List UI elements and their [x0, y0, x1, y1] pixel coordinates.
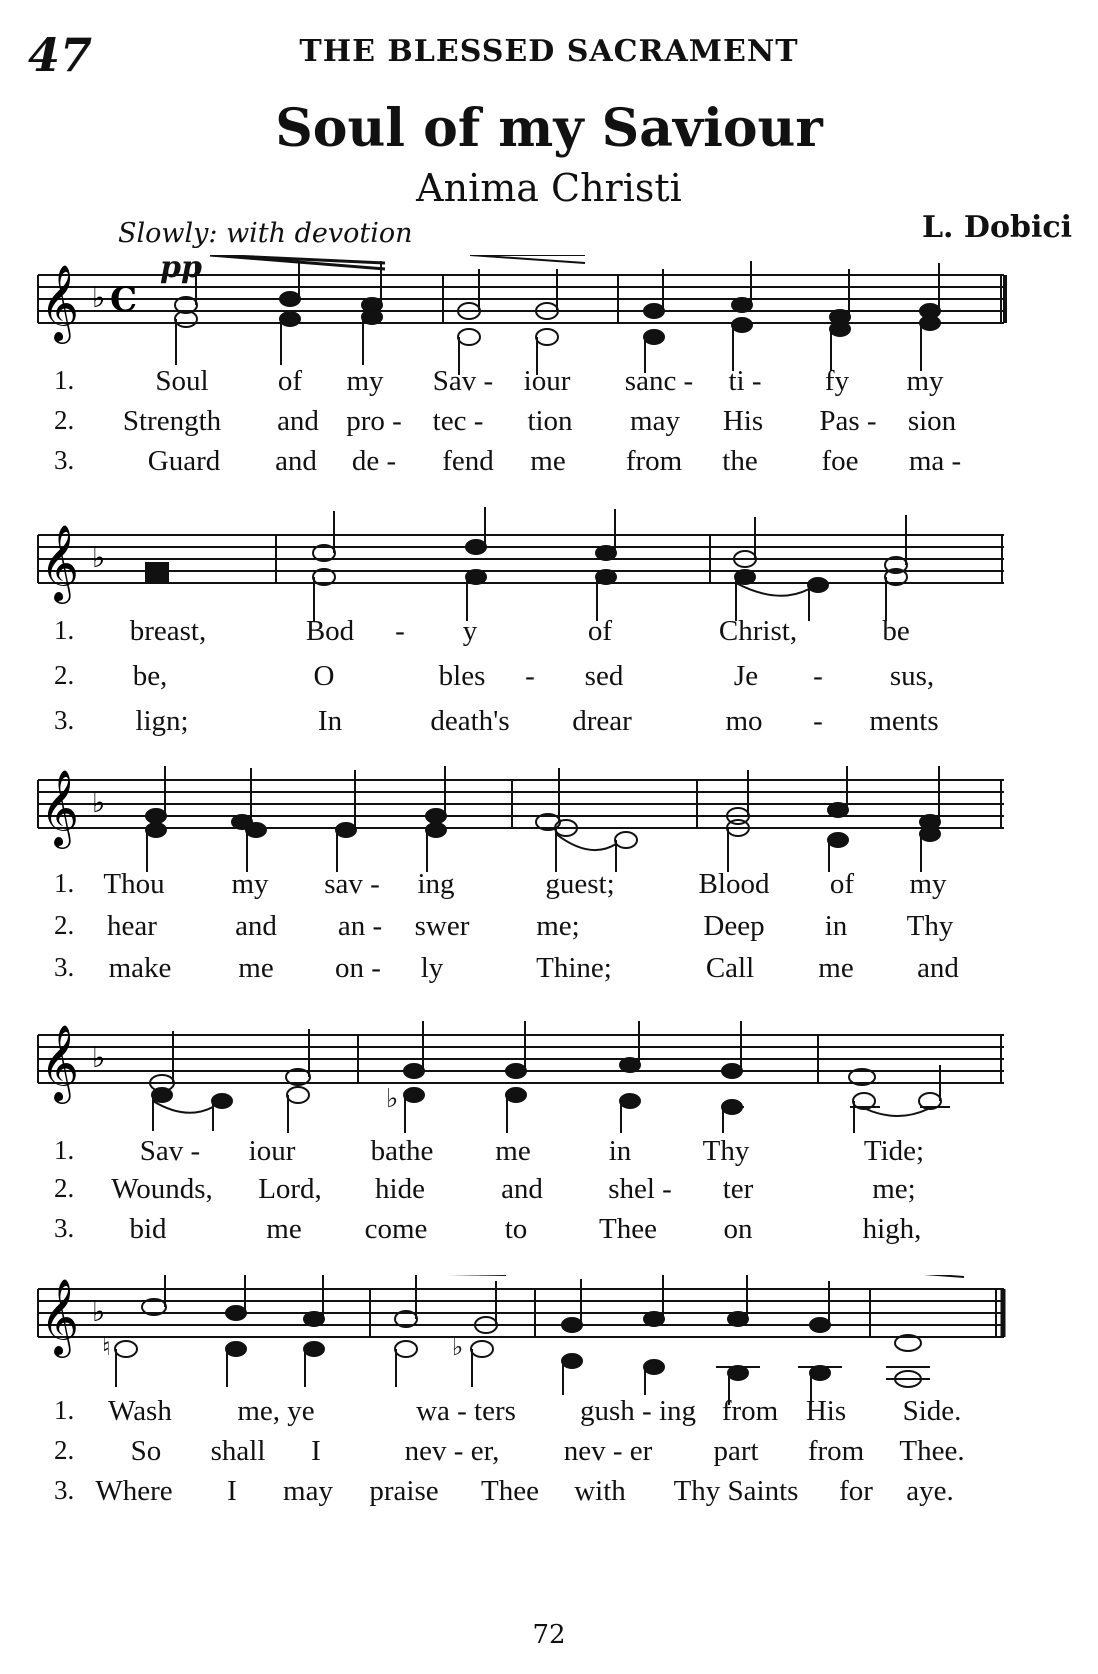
lyric-syllable: Thy — [702, 1135, 750, 1167]
lyric-syllable: of — [829, 868, 855, 900]
lyric-syllable: sus, — [889, 660, 935, 692]
lyric-syllable: me — [238, 952, 274, 984]
svg-text:♭: ♭ — [386, 1084, 399, 1114]
lyric-syllable: Blood — [698, 868, 770, 900]
lyric-syllable: Wounds, — [111, 1173, 213, 1205]
svg-text:♭: ♭ — [92, 786, 106, 819]
lyric-syllable: ti - — [728, 365, 762, 397]
hymn-title: Soul of my Saviour — [275, 98, 823, 159]
lyric-syllable: Thy — [906, 910, 954, 942]
lyric-syllable: hear — [107, 910, 157, 942]
lyric-syllable: and — [275, 445, 317, 477]
lyric-syllable: hide — [375, 1173, 425, 1205]
lyric-syllable: Wash — [108, 1395, 172, 1427]
lyric-syllable: Thee — [599, 1213, 657, 1245]
lyric-syllable: in — [824, 910, 848, 942]
lyric-syllable: and — [277, 405, 319, 437]
lyric-syllable: nev - er — [563, 1435, 653, 1467]
verse-number: 1. — [54, 365, 75, 395]
lyric-syllable: shall — [210, 1435, 266, 1467]
lyric-syllable: Bod — [305, 615, 355, 647]
treble-clef-icon: 𝄞 — [40, 1278, 80, 1355]
lyric-syllable: wa - ters — [416, 1395, 516, 1427]
svg-text:C: C — [110, 280, 138, 320]
lyric-syllable: death's — [430, 705, 510, 737]
lyric-syllable: - — [813, 705, 823, 737]
lyric-syllable: Lord, — [258, 1173, 322, 1205]
lyric-syllable: His — [722, 405, 764, 437]
lyric-syllable: Je — [733, 660, 759, 692]
lyric-syllable: guest; — [545, 868, 615, 900]
lyric-syllable: mo — [725, 705, 763, 737]
lyric-syllable: - — [813, 660, 823, 692]
lyric-syllable: with — [574, 1475, 626, 1507]
lyric-syllable: Tide; — [863, 1135, 925, 1167]
lyric-syllable: part — [713, 1435, 759, 1467]
svg-text:♭: ♭ — [92, 1295, 106, 1328]
verse-number: 3. — [54, 705, 75, 735]
lyric-syllable: ma - — [908, 445, 962, 477]
lyric-syllable: of — [587, 615, 613, 647]
lyric-syllable: Deep — [703, 910, 765, 942]
lyric-syllable: an - — [337, 910, 383, 942]
lyric-syllable: fend — [442, 445, 494, 477]
lyric-syllable: sanc - — [624, 365, 694, 397]
lyric-syllable: gush - ing — [580, 1395, 696, 1427]
verse-number: 2. — [54, 1435, 75, 1465]
lyric-syllable: breast, — [129, 615, 207, 647]
lyric-syllable: from — [721, 1395, 779, 1427]
lyric-syllable: sed — [584, 660, 624, 692]
verse-number: 2. — [54, 660, 75, 690]
lyric-syllable: Thou — [103, 868, 165, 900]
svg-text:♭: ♭ — [92, 1041, 106, 1074]
lyric-syllable: y — [462, 615, 478, 647]
lyric-syllable: bles — [438, 660, 486, 692]
lyric-syllable: Thy Saints — [673, 1475, 799, 1507]
verse-number: 3. — [54, 1475, 75, 1505]
verse-number: 1. — [54, 868, 75, 898]
page-number: 72 — [532, 1620, 566, 1650]
lyric-syllable: tec - — [432, 405, 484, 437]
lyric-syllable: Thee — [481, 1475, 539, 1507]
verse-number: 3. — [54, 1213, 75, 1243]
lyric-syllable: for — [839, 1475, 873, 1507]
lyric-syllable: may — [630, 405, 680, 437]
lyric-syllable: be, — [132, 660, 168, 692]
lyric-syllable: come — [364, 1213, 428, 1245]
treble-clef-icon: 𝄞 — [40, 1024, 80, 1101]
music-system-2 — [0, 505, 1098, 745]
lyric-syllable: Call — [705, 952, 755, 984]
verse-number: 2. — [54, 910, 75, 940]
lyric-syllable: - — [525, 660, 535, 692]
lyric-syllable: O — [313, 660, 335, 692]
lyric-syllable: my — [231, 868, 269, 900]
music-system-3 — [0, 760, 1098, 1000]
lyric-syllable: I — [311, 1435, 321, 1467]
lyric-syllable: me — [818, 952, 854, 984]
lyric-syllable: I — [227, 1475, 237, 1507]
lyric-syllable: me — [495, 1135, 531, 1167]
lyric-syllable: drear — [572, 705, 632, 737]
lyric-syllable: Sav - — [432, 365, 494, 397]
music-system-5 — [0, 1275, 1098, 1545]
lyric-syllable: ing — [417, 868, 455, 900]
lyric-syllable: Pas - — [819, 405, 877, 437]
lyric-syllable: iour — [248, 1135, 296, 1167]
lyric-syllable: me, ye — [237, 1395, 315, 1427]
lyric-syllable: Christ, — [718, 615, 798, 647]
lyric-syllable: shel - — [608, 1173, 672, 1205]
lyric-syllable: sav - — [324, 868, 380, 900]
lyric-syllable: swer — [414, 910, 470, 942]
lyric-syllable: me; — [536, 910, 580, 942]
lyric-syllable: high, — [862, 1213, 922, 1245]
section-heading: THE BLESSED SACRAMENT — [299, 34, 799, 69]
lyric-syllable: de - — [351, 445, 397, 477]
lyric-syllable: Side. — [902, 1395, 962, 1427]
svg-text:♭: ♭ — [92, 541, 106, 574]
staff-4 — [0, 1015, 1098, 1145]
lyric-syllable: on - — [335, 952, 381, 984]
verse-number: 1. — [54, 1395, 75, 1425]
lyric-syllable: to — [504, 1213, 528, 1245]
lyric-syllable: my — [346, 365, 384, 397]
verse-number: 2. — [54, 1173, 75, 1203]
verse-number: 3. — [54, 952, 75, 982]
treble-clef-icon: 𝄞 — [40, 524, 80, 601]
lyric-syllable: Thee. — [899, 1435, 965, 1467]
svg-text:♮: ♮ — [102, 1333, 111, 1361]
lyric-syllable: on — [723, 1213, 753, 1245]
music-system-1 — [0, 255, 1098, 475]
lyric-syllable: from — [807, 1435, 865, 1467]
lyric-syllable: make — [108, 952, 172, 984]
treble-clef-icon: 𝄞 — [40, 264, 80, 341]
lyric-syllable: and — [235, 910, 277, 942]
tempo-marking: Slowly: with devotion — [118, 218, 413, 249]
dynamic-marking: pp — [160, 250, 202, 285]
lyric-syllable: Where — [95, 1475, 173, 1507]
lyric-syllable: my — [909, 868, 947, 900]
lyric-syllable: the — [722, 445, 758, 477]
lyric-syllable: and — [917, 952, 959, 984]
lyric-syllable: sion — [907, 405, 957, 437]
lyric-syllable: in — [608, 1135, 632, 1167]
lyric-syllable: foe — [821, 445, 859, 477]
lyric-syllable: fy — [824, 365, 850, 397]
svg-text:♭: ♭ — [92, 281, 106, 314]
lyric-syllable: So — [130, 1435, 162, 1467]
hymn-subtitle: Anima Christi — [416, 166, 682, 210]
lyric-syllable: me; — [872, 1173, 916, 1205]
lyric-syllable: may — [283, 1475, 333, 1507]
lyric-syllable: lign; — [135, 705, 189, 737]
verse-number: 2. — [54, 405, 75, 435]
lyric-syllable: Guard — [147, 445, 221, 477]
lyric-syllable: ments — [869, 705, 939, 737]
lyric-syllable: - — [395, 615, 405, 647]
lyric-syllable: In — [317, 705, 343, 737]
lyric-syllable: Sav - — [139, 1135, 201, 1167]
lyric-syllable: pro - — [346, 405, 402, 437]
treble-clef-icon: 𝄞 — [40, 769, 80, 846]
hymn-number: 47 — [28, 28, 93, 82]
lyric-syllable: be — [882, 615, 910, 647]
lyric-syllable: bid — [129, 1213, 167, 1245]
lyric-syllable: ly — [420, 952, 444, 984]
verse-number: 1. — [54, 615, 75, 645]
lyric-syllable: Strength — [122, 405, 222, 437]
lyric-syllable: Thine; — [536, 952, 612, 984]
lyric-syllable: me — [266, 1213, 302, 1245]
composer: L. Dobici — [921, 210, 1072, 245]
verse-number: 3. — [54, 445, 75, 475]
lyric-syllable: bathe — [370, 1135, 434, 1167]
lyric-syllable: His — [805, 1395, 847, 1427]
lyric-syllable: ter — [722, 1173, 754, 1205]
lyric-syllable: Soul — [155, 365, 209, 397]
lyric-syllable: my — [906, 365, 944, 397]
lyric-syllable: me — [530, 445, 566, 477]
lyric-syllable: aye. — [906, 1475, 954, 1507]
lyric-syllable: praise — [369, 1475, 439, 1507]
lyric-syllable: tion — [527, 405, 573, 437]
svg-text:♭: ♭ — [452, 1333, 464, 1361]
lyric-syllable: iour — [523, 365, 571, 397]
lyric-syllable: of — [277, 365, 303, 397]
staff-5 — [0, 1275, 1098, 1410]
lyric-syllable: nev - er, — [404, 1435, 500, 1467]
verse-number: 1. — [54, 1135, 75, 1165]
lyric-syllable: from — [625, 445, 683, 477]
lyric-syllable: and — [501, 1173, 543, 1205]
music-system-4 — [0, 1015, 1098, 1255]
